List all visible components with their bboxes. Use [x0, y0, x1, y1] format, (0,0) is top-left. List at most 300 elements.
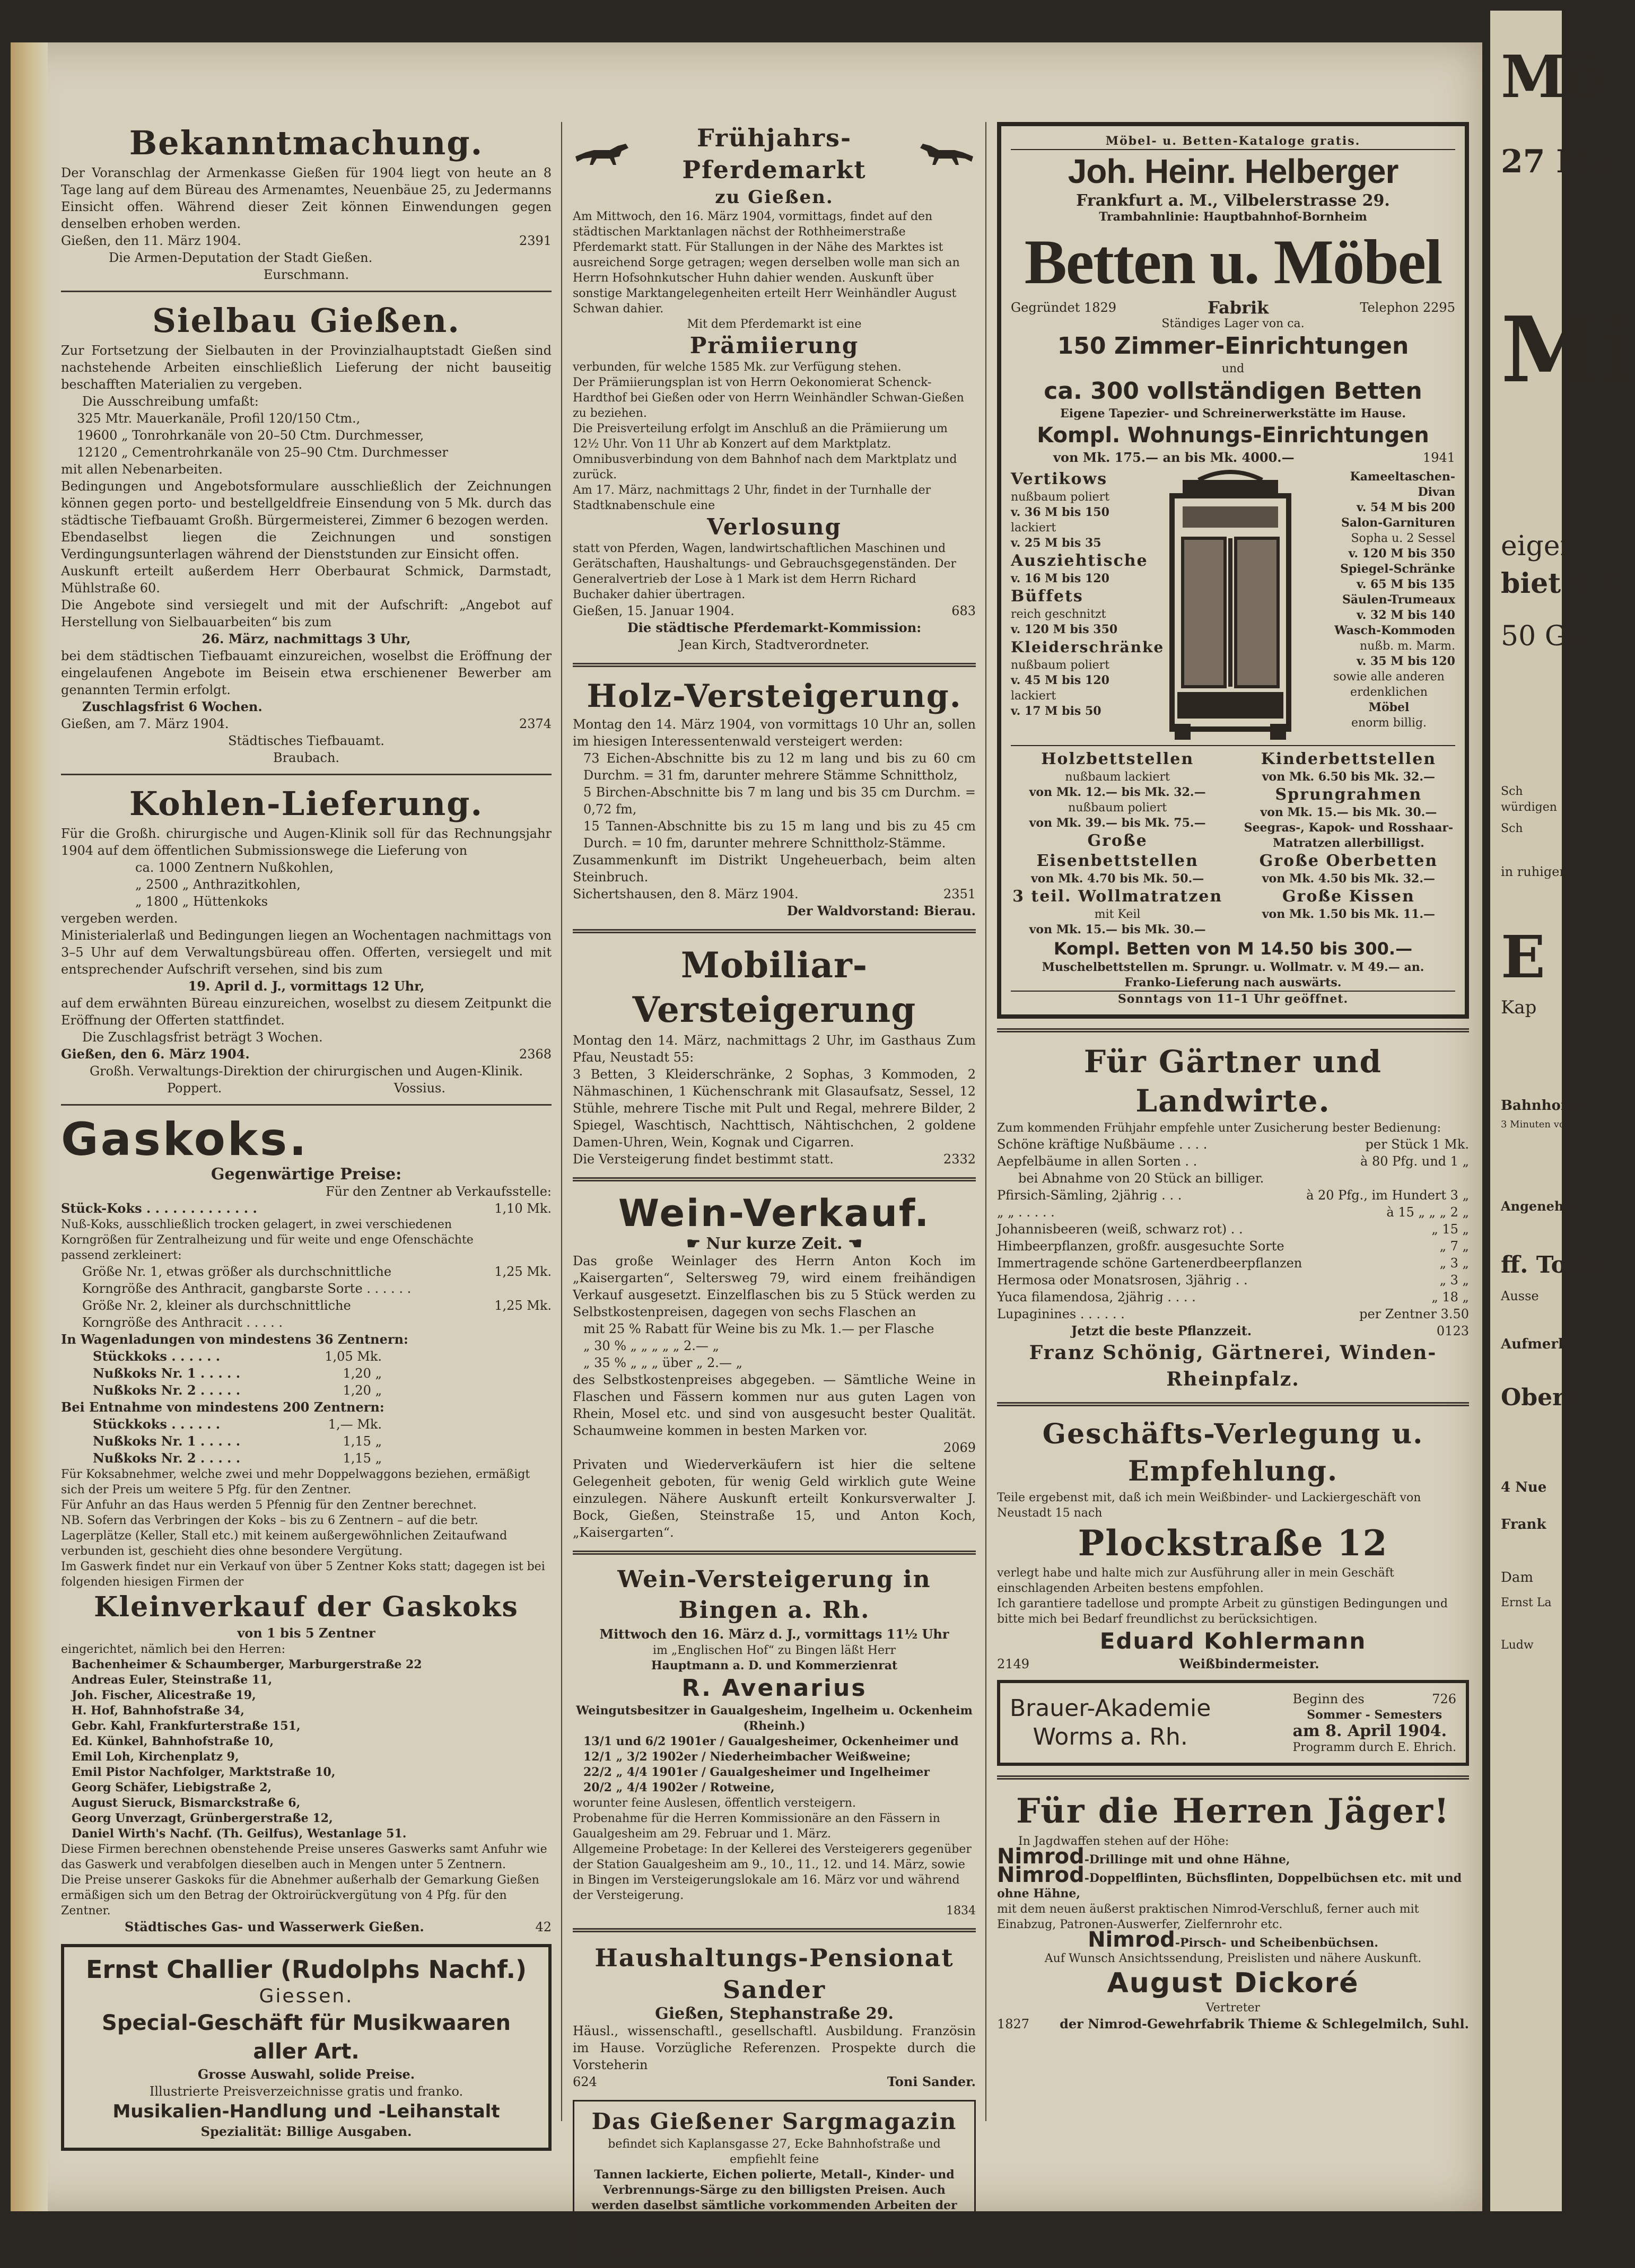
ad-pferdemarkt: [573, 122, 976, 653]
ad-text: Im Gaswerk findet nur ein Verkauf von über 5 Zentner Koks statt; dagegen ist bei folgenden hiesigen Firmen der: [61, 1560, 545, 1589]
price-item: sowie alle anderen erdenklichen: [1333, 670, 1445, 699]
price-item: Große Oberbetten: [1259, 852, 1438, 870]
firm-item: August Sieruck, Bismarckstraße 6,: [72, 1796, 301, 1810]
price-section: Bei Entnahme von mindestens 200 Zentnern:: [61, 1399, 384, 1415]
list-item: „ 1800 „ Hüttenkoks: [135, 894, 268, 909]
ad-title: Ernst Challier (Rudolphs Nachf.): [85, 1955, 527, 1984]
price-item: Sprungrahmen: [1275, 785, 1422, 804]
price-item: von Mk. 39.— bis Mk. 75.—: [1029, 816, 1206, 830]
price-item: Salon-Garnituren: [1341, 516, 1455, 530]
price-row: Stück-Koks . . . . . . . . . . . . . 1,10 Mk.: [61, 1201, 552, 1216]
ad-text: NB. Sofern das Verbringen der Koks – bis zu 6 Zentnern – auf die betr. Lagerplätze (Keller, Stall etc.) mit keinem außergewöhnlichen Zeitaufwand verbunden ist, geschieht dies ohne besondere Vergütung.: [61, 1514, 508, 1558]
list-item: ca. 1000 Zentnern Nußkohlen,: [135, 860, 334, 875]
ad-text: Ich garantiere tadellose und prompte Arbeit zu günstigen Bedingungen und bitte mich bei Bedarf freundlichst zu berücksichtigen.: [997, 1597, 1448, 1626]
list-item: 12/1 „ 3/2 1902er / Niederheimbacher Weißweine;: [583, 1750, 911, 1764]
ad-text: Zum kommenden Frühjahr empfehle unter Zusicherung bester Bedienung:: [997, 1122, 1441, 1135]
ad-text: Montag den 14. März 1904, von vormittags 10 Uhr an, sollen im hiesigen Interessentenwald versteigert werden:: [573, 717, 976, 749]
ad-text: Jetzt die beste Pflanzzeit.: [1071, 1323, 1252, 1338]
ad-text: Die Angebote sind versiegelt und mit der Aufschrift: „Angebot auf Herstellung von Sielbauarbeiten“ bis zum: [61, 598, 552, 629]
ad-text: Grosse Auswahl, solide Preise.: [197, 2066, 415, 2082]
ad-topline: Möbel- u. Betten-Kataloge gratis.: [1011, 134, 1455, 150]
ad-title: Joh. Heinr. Helberger: [1068, 152, 1398, 190]
price-item: v. 17 M bis 50: [1011, 704, 1101, 718]
ad-title: Mobiliar-Versteigerung: [632, 944, 916, 1030]
cabinet-illustration: [1151, 469, 1310, 745]
place-date: Gießen, 15. Januar 1904.: [573, 603, 735, 618]
price-section: In Wagenladungen von mindestens 36 Zentnern:: [61, 1332, 408, 1347]
ad-subtitle: zu Gießen.: [715, 187, 834, 208]
ad-org: Der Waldvorstand: Bierau.: [786, 903, 976, 918]
ad-text: Eigene Tapezier- und Schreinerwerkstätte im Hause.: [1060, 407, 1406, 421]
column-3: [997, 122, 1469, 2033]
ad-text: Die Versteigerung findet bestimmt statt.: [573, 1152, 834, 1167]
fragment-text: Ernst La: [1501, 1596, 1552, 1609]
price-header: Für den Zentner ab Verkaufsstelle:: [325, 1184, 552, 1199]
ad-text: Auskunft erteilt außerdem Herr Oberbaurat Schmick, Darmstadt, Mühlstraße 60.: [61, 564, 552, 596]
firm-item: Bachenheimer & Schaumberger, Marburgerstraße 22: [72, 1658, 422, 1671]
ad-title: Gaskoks.: [61, 1113, 309, 1166]
price-item: Kameeltaschen-Divan: [1350, 470, 1455, 499]
ad-title: Für die Herren Jäger!: [1016, 1791, 1450, 1831]
ad-text: Die Preise unserer Gaskoks für die Abnehmer außerhalb der Gemarkung Gießen ermäßigen sich um den Betrag der Oktroirückvergütung von 4 Pfg. für den Zentner.: [61, 1873, 539, 1917]
ad-number: 2368: [519, 1047, 552, 1062]
firm-item: Emil Loh, Kirchenplatz 9,: [72, 1750, 239, 1764]
ad-signature: August Dickoré: [1107, 1967, 1359, 1999]
price-row: Hermosa oder Monatsrosen, 3jährig . . „ 3 „: [997, 1273, 1469, 1288]
price-item: Säulen-Trumeaux: [1342, 593, 1455, 607]
beds-left: [1011, 749, 1224, 938]
firm-item: Ed. Künkel, Bahnhofstraße 10,: [72, 1735, 274, 1748]
price-row: Größe Nr. 2, kleiner als durchschnittliche Korngröße des Anthracit . . . . . 1,25 Mk.: [82, 1298, 552, 1330]
fragment-text: 27 Ma: [1501, 143, 1612, 180]
price-row: Nußkoks Nr. 2 . . . . . 1,20 „: [93, 1382, 382, 1398]
price-list-right: [1323, 469, 1455, 745]
price-item: von Mk. 15.— bis Mk. 30.—: [1029, 923, 1206, 936]
ad-heading: Musikalien-Handlung und -Leihanstalt: [112, 2101, 500, 2122]
price-item: nußbaum lackiert: [1065, 770, 1170, 784]
ad-text: Trambahnlinie: Hauptbahnhof-Bornheim: [1099, 210, 1367, 224]
ad-text: Zuschlagsfrist 6 Wochen.: [82, 699, 263, 714]
ad-org: Die Armen-Deputation der Stadt Gießen.: [109, 250, 373, 265]
ad-text: Am 17. März, nachmittags 2 Uhr, findet in der Turnhalle der Stadtknabenschule eine: [573, 484, 931, 512]
ad-text: eingerichtet, nämlich bei den Herren:: [61, 1643, 285, 1656]
ad-number: 1916: [936, 2230, 966, 2243]
ad-text: Teile ergebenst mit, daß ich mein Weißbinder- und Lackiergeschäft von Neustadt 15 nach: [997, 1491, 1421, 1520]
place-date: Gießen, den 6. März 1904.: [61, 1046, 250, 1062]
ad-text: Programm durch E. Ehrich.: [1292, 1741, 1456, 1754]
ad-org: Städtisches Gas- und Wasserwerk Gießen.: [125, 1919, 424, 1934]
price-item: Seegras-, Kapok- und Rosshaar-Matratzen allerbilligst.: [1244, 821, 1454, 850]
ad-text: Nimrod-Pirsch- und Scheibenbüchsen.: [1088, 1928, 1378, 1952]
firm-item: H. Hof, Bahnhofstraße 34,: [72, 1704, 244, 1718]
price-row: Nußkoks Nr. 1 . . . . . 1,20 „: [93, 1365, 382, 1381]
ad-text: Privaten und Wiederverkäufern ist hier die seltene Gelegenheit geboten, für wenig Geld wirklich gute Weine einzulegen. Nähere Auskunft erteilt Konkursverwalter J. Bock, Gießen, Steinstraße 15, und Anton Koch, „Kaisergarten“.: [573, 1457, 976, 1540]
ad-subheading: von 1 bis 5 Zentner: [237, 1625, 375, 1641]
ad-text: Der Prämiierungsplan ist von Herrn Oekonomierat Schenck-Hardthof bei Gießen oder von Herrn Weinhändler Schwan-Gießen zu beziehen.: [573, 376, 964, 420]
price-row: Johannisbeeren (weiß, schwarz rot) . . „ 15 „: [997, 1222, 1469, 1237]
column-rule: [561, 122, 562, 2121]
price-item: Wasch-Kommoden: [1334, 624, 1455, 637]
price-row: Stückkoks . . . . . . 1,— Mk.: [93, 1416, 382, 1432]
list-item: 15 Tannen-Abschnitte bis zu 15 m lang und bis zu 45 cm Durch. = 10 fm, darunter mehrere Schnittholz-Stämme.: [583, 819, 976, 851]
ad-signature: Toni Sander.: [887, 2074, 976, 2089]
price-item: Kinderbettstellen: [1261, 750, 1437, 768]
ad-text: Die Zuschlagsfrist beträgt 3 Wochen.: [82, 1030, 323, 1045]
ad-title: Wein-Versteigerung in Bingen a. Rh.: [617, 1566, 931, 1624]
ad-text: im „Englischen Hof“ zu Bingen läßt Herr: [652, 1644, 896, 1657]
ad-text: von Mk. 175.— an bis Mk. 4000.—: [1053, 450, 1295, 465]
ad-text: statt von Pferden, Wagen, landwirtschaftlichen Maschinen und Gerätschaften, Haushaltungs- und Gebrauchsgegenständen. Der Generalvertrieb der Lose à 1 Mark ist dem Herrn Richard Buchaker dahier übertragen.: [573, 542, 957, 601]
ad-text: der Nimrod-Gewehrfabrik Thieme & Schlegelmilch, Suhl.: [1060, 2016, 1469, 2031]
ad-heading: Kompl. Betten von M 14.50 bis 300.—: [1053, 939, 1413, 959]
ad-text: Am Mittwoch, den 16. März 1904, vormittags, findet auf den städtischen Marktanlagen nächst der Rothheimerstraße Pferdemarkt statt. Für Stallungen in der Nähe des Marktes ist ausreichend Sorge getragen; wegen derselben wolle man sich an Herrn Hofsohnkutscher Huhn dahier wenden. Auskunft über sonstige Marktangelegenheiten erteilt Herr Weinhändler August Schwan dahier.: [573, 210, 960, 316]
ad-text: Montag den 14. März, nachmittags 2 Uhr, im Gasthaus Zum Pfau, Neustadt 55:: [573, 1033, 976, 1065]
firm-item: Emil Pistor Nachfolger, Marktstraße 10,: [72, 1765, 336, 1779]
price-item: Büffets: [1011, 587, 1083, 606]
price-item: nußbaum poliert: [1011, 491, 1110, 504]
ad-text: bei dem städtischen Tiefbauamt einzureichen, woselbst die Eröffnung der eingelaufenen Angebote im Beisein etwa erschienener Bewerber am genannten Termin erfolgt.: [61, 649, 552, 697]
ad-title: Das Gießener Sargmagazin: [591, 2108, 957, 2134]
ad-title: Wein-Verkauf.: [618, 1192, 931, 1235]
fragment-text: Aufmerk: [1501, 1336, 1568, 1352]
ad-text: 3 Betten, 3 Kleiderschränke, 2 Sophas, 3 Kommoden, 2 Nähmaschinen, 1 Küchenschrank mit Glasaufsatz, Sessel, 12 Stühle, mehrere Tische mit Pult und Regal, mehrere Bilder, 2 Spiegel, Waschtisch, Nachttisch, Nähtischchen, 2 goldene Damen-Uhren, Wein, Kognak und Cigarren.: [573, 1067, 976, 1150]
fragment-text: Dam: [1501, 1570, 1534, 1586]
horse-icon: [573, 141, 631, 167]
price-row: „ 30 % „ „ „ „ „ 2.— „: [583, 1338, 719, 1353]
ad-city: Giessen.: [259, 1985, 354, 2007]
ad-org: Städtisches Tiefbauamt.: [228, 733, 384, 748]
price-row: Aepfelbäume in allen Sorten . . à 80 Pfg. und 1 „: [997, 1154, 1469, 1169]
ad-heading: Special-Geschäft für Musikwaaren aller Art.: [102, 2011, 511, 2064]
ad-heading: Kleinverkauf der Gaskoks: [94, 1591, 519, 1623]
ad-text: Nimrod-Drillinge mit und ohne Hähne,: [997, 1844, 1290, 1869]
ad-text: Für Anfuhr an das Haus werden 5 Pfennig für den Zentner berechnet.: [61, 1499, 477, 1512]
price-row: „ 35 % „ „ „ über „ 2.— „: [583, 1355, 742, 1370]
price-item: Holzbettstellen: [1041, 750, 1194, 768]
price-item: Ausziehtische: [1011, 551, 1148, 570]
ad-geschaeft: [997, 1416, 1469, 1672]
price-item: von Mk. 6.50 bis Mk. 32.—: [1262, 770, 1435, 784]
price-item: Vertikows: [1011, 470, 1108, 488]
ad-text: Illustrierte Preisverzeichnisse gratis und franko.: [149, 2084, 464, 2099]
price-item: von Mk. 15.— bis Mk. 30.—: [1260, 805, 1437, 819]
fragment-text: würdigen: [1501, 801, 1557, 814]
fragment-text: Sch: [1501, 822, 1523, 835]
price-item: Möbel: [1368, 700, 1410, 714]
price-item: Kleiderschränke: [1011, 638, 1165, 656]
ad-date-highlight: 19. April d. J., vormittags 12 Uhr,: [188, 978, 425, 994]
ad-text: Diese Firmen berechnen obenstehende Preise unseres Gaswerks samt Anfuhr wie das Gaswerk und verabfolgen dieselben auch in Mengen unter 5 Zentnern.: [61, 1843, 547, 1871]
ad-text: Muschelbettstellen m. Sprungr. u. Wollmatr. v. M 49.— an.: [1042, 960, 1424, 974]
price-row: Nuß-Koks, ausschließlich trocken gelagert, in zwei verschiedenen Korngrößen für Zentralheizung und für weite und enge Ofenschächte passend zerkleinert:: [61, 1218, 474, 1262]
pointing-hand-icon: ☚: [842, 1234, 862, 1253]
ad-text: Tannen lackierte, Eichen polierte, Metall-, Kinder- und Verbrennungs-Särge zu den billigsten Preisen. Auch werden daselbst sämtliche vorkommenden Arbeiten der Sterbefällen mit übernommen.: [591, 2168, 957, 2228]
ad-text: Vertreter: [1205, 2001, 1261, 2015]
ad-text: Mit dem Pferdemarkt ist eine: [687, 318, 862, 331]
ad-text: am 8. April 1904.: [1292, 1722, 1447, 1740]
ad-text: Sommer - Semesters: [1307, 1708, 1442, 1722]
fragment-text: 4 Nue: [1501, 1479, 1547, 1495]
firm-item: Georg Unverzagt, Grünbergerstraße 12,: [72, 1811, 333, 1825]
fragment-text: Mö: [1501, 42, 1605, 111]
ad-signature: Braubach.: [273, 750, 340, 765]
ad-city: Frankfurt a. M., Vilbelerstrasse 29.: [1076, 191, 1390, 210]
price-item: v. 120 M bis 350: [1348, 547, 1455, 561]
ad-title: Holz-Versteigerung.: [587, 678, 962, 715]
ad-brauer: [997, 1680, 1469, 1766]
ad-number: 2069: [943, 1440, 976, 1455]
ad-number: 2332: [943, 1152, 976, 1167]
ad-heading: Kompl. Wohnungs-Einrichtungen: [1037, 423, 1429, 448]
adjacent-page-fragment: [1490, 11, 1635, 2211]
list-item: 20/2 „ 4/4 1902er / Rotweine,: [583, 1781, 775, 1794]
ad-title: Geschäfts-Verlegung u. Empfehlung.: [1042, 1418, 1424, 1487]
ad-title: Brauer-Akademie: [1010, 1695, 1211, 1722]
firm-item: Georg Schäfer, Liebigstraße 2,: [72, 1781, 272, 1794]
list-item: 22/2 „ 4/4 1901er / Gaualgesheimer und Ingelheimer: [583, 1765, 930, 1779]
price-item: v. 35 M bis 120: [1357, 654, 1455, 668]
ad-subtitle: Gegenwärtige Preise:: [211, 1165, 402, 1184]
ad-text: Bedingungen und Angebotsformulare ausschließlich der Zeichnungen können gegen porto- und bestellgeldfreie Einsendung von 5 Mk. durch das städtische Tiefbauamt Großh. Bürgermeisterei, Zimmer 6 bezogen werden.: [61, 479, 552, 528]
ad-number: 624: [573, 2074, 597, 2089]
ad-org: Die städtische Pferdemarkt-Kommission:: [627, 620, 922, 635]
fragment-text: ff. Torte: [1501, 1251, 1605, 1279]
ad-helberger: [997, 122, 1469, 1019]
ad-text: Probenahme für die Herren Kommissionäre an den Fässern in Gaualgesheim am 29. Februar und 1. März.: [573, 1812, 940, 1841]
place-date: Gießen, am 7. März 1904.: [61, 716, 229, 731]
price-item: mit Keil: [1094, 908, 1141, 921]
ad-text: Ebendaselbst liegen die Zeichnungen und sonstigen Verdingungsunterlagen während der Dienststunden zur Einsicht offen.: [61, 530, 552, 562]
ad-signature: Jean Kirch, Stadtverordneter.: [679, 637, 870, 652]
price-item: von Mk. 1.50 bis Mk. 11.—: [1262, 907, 1435, 921]
ad-body: Der Voranschlag der Armenkasse Gießen für 1904 liegt von heute an 8 Tage lang auf dem Büreau des Armenamtes, Neuenbäue 25, zu Jedermanns Einsicht offen. Während dieser Zeit können Einwendungen gegen denselben erhoben werden.: [61, 165, 552, 231]
fragment-text: bietet V: [1501, 567, 1622, 600]
ad-signature: Eurschmann.: [263, 267, 349, 282]
ad-signature: Eduard Kohlermann: [1099, 1628, 1367, 1654]
price-item: nußb. m. Marm.: [1360, 640, 1455, 653]
ad-subtitle: Gießen, Stephanstraße 29.: [655, 2004, 894, 2023]
fragment-text: E: [1501, 923, 1545, 991]
ad-text: verlegt habe und halte mich zur Ausführung aller in mein Geschäft einschlagenden Arbeiten bestens empfohlen.: [997, 1566, 1394, 1595]
ad-text: Spezialität: Billige Ausgaben.: [200, 2124, 412, 2139]
ad-title: Kohlen-Lieferung.: [129, 784, 484, 823]
ad-heading: 150 Zimmer-Einrichtungen: [1057, 332, 1409, 360]
beds-right: [1242, 749, 1455, 938]
price-row: Schöne kräftige Nußbäume . . . . per Stück 1 Mk.: [997, 1137, 1469, 1152]
ad-footer: Sonntags von 11–1 Uhr geöffnet.: [1011, 991, 1455, 1007]
price-item: Spiegel-Schränke: [1340, 562, 1455, 576]
ad-text: Fabrik: [1208, 297, 1269, 318]
ad-text: Für Koksabnehmer, welche zwei und mehr Doppelwaggons beziehen, ermäßigt sich der Preis um weitere 5 Pfg. für den Zentner.: [61, 1468, 530, 1496]
newspaper-page: [11, 42, 1482, 2260]
price-row: Pfirsich-Sämling, 2jährig . . . à 20 Pfg., im Hundert 3 „: [997, 1188, 1469, 1203]
price-list-left: [1011, 469, 1165, 745]
price-item: von Mk. 12.— bis Mk. 32.—: [1029, 785, 1206, 799]
fragment-text: Frank: [1501, 1517, 1546, 1533]
price-item: Sopha u. 2 Sessel: [1351, 532, 1455, 545]
ad-signature: Hochachtungsvoll Georg Schmitt, Glasermstr.: [610, 2245, 939, 2260]
column-rule: [985, 122, 986, 2121]
ad-title: Haushaltungs-Pensionat Sander: [594, 1943, 954, 2004]
ad-number: 1834: [946, 1904, 976, 1917]
ad-signature: Franz Schönig, Gärtnerei, Winden-Rheinpfalz.: [1029, 1342, 1437, 1390]
fragment-text: eiger: [1501, 530, 1573, 562]
ad-heading: Verlosung: [707, 514, 842, 540]
price-item: lackiert: [1011, 521, 1056, 535]
ad-text: verbunden, für welche 1585 Mk. zur Verfügung stehen.: [573, 361, 902, 374]
price-item: v. 120 M bis 350: [1011, 623, 1118, 636]
ad-text: In Jagdwaffen stehen auf der Höhe:: [1018, 1835, 1229, 1848]
ad-text: Zusammenkunft im Distrikt Ungeheuerbach, beim alten Steinbruch.: [573, 853, 976, 885]
price-row: Himbeerpflanzen, großfr. ausgesuchte Sorte „ 7 „: [997, 1239, 1469, 1254]
ad-gaertner: [997, 1042, 1469, 1393]
price-item: v. 32 M bis 140: [1357, 608, 1455, 622]
ad-title: Sielbau Gießen.: [152, 301, 460, 340]
ad-holz: [573, 677, 976, 920]
ad-number: 1941: [1422, 450, 1455, 465]
ad-text: Zur Fortsetzung der Sielbauten in der Provinzialhauptstadt Gießen sind nachstehende Arbeiten einschließlich Lieferung der nicht bauseitig beschafften Materialien zu vergeben.: [61, 343, 552, 392]
ad-text: vergeben werden.: [61, 911, 178, 926]
ad-text: Nimrod-Doppelflinten, Büchsflinten, Doppelbüchsen etc. mit und ohne Hähne,: [997, 1863, 1462, 1901]
ad-challier: [61, 1944, 552, 2151]
price-item: v. 65 M bis 135: [1357, 577, 1455, 591]
price-item: von Mk. 4.70 bis Mk. 50.—: [1030, 872, 1204, 886]
fragment-text: Oberh: [1501, 1384, 1582, 1411]
list-item: 73 Eichen-Abschnitte bis zu 12 m lang und bis zu 60 cm Durchm. = 31 fm, darunter mehrere Stämme Schnittholz,: [583, 751, 976, 783]
ad-text: Häusl., wissenschaftl., gesellschaftl. Ausbildung. Französin im Hause. Vorzügliche Referenzen. Prospekte durch die Vorsteherin: [573, 2024, 976, 2072]
fragment-text: Sch: [1501, 785, 1523, 798]
price-item: 3 teil. Wollmatratzen: [1012, 887, 1223, 906]
ad-text: Hauptmann a. D. und Kommerzienrat: [651, 1659, 898, 1672]
price-item: enorm billig.: [1351, 716, 1427, 730]
column-1: [61, 122, 552, 2151]
price-row: Yuca filamendosa, 2jährig . . . . „ 18 „: [997, 1290, 1469, 1304]
ad-text: Die Ausschreibung umfaßt:: [82, 394, 259, 409]
ad-text: des Selbstkostenpreises abgegeben. — Sämtliche Weine in Flaschen und Fässern kommen nur aus guten Lagen von Rhein, Mosel etc. und sind von ausgesucht bester Qualität. Schaumweine kommen in besten Marken vor.: [573, 1372, 976, 1438]
fragment-text: Mi: [1501, 297, 1635, 403]
ad-sielbau: [61, 300, 552, 766]
list-item: 325 Mtr. Mauerkanäle, Profil 120/150 Ctm.,: [77, 411, 361, 426]
ad-text: Mittwoch den 16. März d. J., vormittags 11½ Uhr: [599, 1626, 949, 1642]
ad-text: Gegründet 1829: [1011, 300, 1117, 315]
ad-text: Ständiges Lager von ca.: [1161, 317, 1305, 330]
fragment-text: in ruhigen: [1501, 864, 1568, 879]
price-row: Nußkoks Nr. 1 . . . . . 1,15 „: [93, 1433, 382, 1449]
place-date: Sichertshausen, den 8. März 1904.: [573, 887, 799, 901]
pointing-hand-icon: ☛: [686, 1234, 706, 1253]
ad-number: 2351: [943, 887, 976, 901]
list-item: 5 Birchen-Abschnitte bis 7 m lang und bis 35 cm Durchm. = 0,72 fm,: [583, 785, 976, 817]
ad-heading: Plockstraße 12: [1078, 1522, 1388, 1564]
ad-number: 2374: [519, 716, 552, 731]
price-row: bei Abnahme von 20 Stück an billiger.: [1018, 1171, 1264, 1186]
ad-text: Beginn des: [1292, 1692, 1365, 1706]
ad-signature: Vossius.: [394, 1081, 445, 1096]
ad-subtitle: ☛ Nur kurze Zeit. ☚: [686, 1234, 862, 1253]
ad-text: Das große Weinlager des Herrn Anton Koch im „Kaisergarten“, Seltersweg 79, wird einem freihändigen Verkauf ausgesetzt. Einzelflaschen bis zu 5 Stück werden zu Selbstkostenpreisen, dagegen von sechs Flaschen an: [573, 1254, 976, 1319]
ad-text: Auf Wunsch Ansichtssendung, Preislisten und nähere Auskunft.: [1044, 1952, 1422, 1965]
fragment-text: Ludw: [1501, 1639, 1534, 1652]
list-item: „ 2500 „ Anthrazitkohlen,: [135, 877, 301, 892]
price-row: Immertragende schöne Gartenerdbeerpflanzen „ 3 „: [997, 1256, 1469, 1271]
place-date: Gießen, den 11. März 1904.: [61, 233, 241, 248]
fragment-text: Ausse: [1501, 1289, 1539, 1303]
list-item: 12120 „ Cementrohrkanäle von 25–90 Ctm. Durchmesser: [77, 445, 448, 460]
ad-text: worunter feine Auslesen, öffentlich versteigern.: [573, 1797, 856, 1810]
ad-number: 2149: [997, 1657, 1030, 1671]
ad-number: 726: [1432, 1692, 1456, 1706]
firm-item: Joh. Fischer, Alicestraße 19,: [72, 1688, 256, 1702]
ad-bingen: [573, 1564, 976, 1919]
firm-item: Andreas Euler, Steinstraße 11,: [72, 1673, 273, 1687]
ad-heading: ca. 300 vollständigen Betten: [1044, 378, 1422, 405]
ad-org: Großh. Verwaltungs-Direktion der chirurgischen und Augen-Klinik.: [89, 1064, 523, 1079]
price-row: Lupaginines . . . . . . per Zentner 3.50: [997, 1307, 1469, 1321]
price-item: nußbaum poliert: [1011, 659, 1110, 672]
ad-number: 1827: [997, 2017, 1030, 2031]
ad-name: R. Avenarius: [681, 1675, 867, 1702]
price-item: Große Kissen: [1282, 887, 1415, 906]
ad-title: Für Gärtner und Landwirte.: [1083, 1044, 1383, 1119]
ad-text: und: [1221, 362, 1245, 375]
column-2: [573, 122, 976, 2268]
ad-signature: Poppert.: [167, 1081, 222, 1096]
price-item: v. 45 M bis 120: [1011, 673, 1109, 687]
price-item: Große Eisenbettstellen: [1036, 831, 1199, 870]
ad-number: 2391: [519, 233, 552, 248]
ad-text: mit allen Nebenarbeiten.: [61, 462, 223, 477]
ad-pensionat: [573, 1942, 976, 2090]
ad-text: Allgemeine Probetage: In der Kellerei des Versteigerers gegenüber der Station Gaualgesheim am 9., 10., 11., 12. und 14. März, sowie in Bingen im Versteigerungslokale am 16. März vor und während der Versteigerung.: [573, 1843, 972, 1902]
price-item: v. 25 M bis 35: [1011, 536, 1101, 550]
price-row: Stückkoks . . . . . . 1,05 Mk.: [93, 1348, 382, 1364]
fragment-text: Kap: [1501, 997, 1537, 1018]
fragment-text: Bahnhofstr: [1501, 1098, 1588, 1114]
price-row: Nußkoks Nr. 2 . . . . . 1,15 „: [93, 1450, 382, 1466]
ad-bekanntmachung: [61, 122, 552, 283]
ad-heading: Prämiierung: [689, 332, 859, 358]
ad-text: auf dem erwähnten Büreau einzureichen, woselbst zu diesem Zeitpunkt die Eröffnung der Offerten stattfindet.: [61, 996, 552, 1028]
ad-text: mit dem neuen äußerst praktischen Nimrod-Verschluß, ferner auch mit Einabzug, Patronen-Auswerfer, Zielfernrohr etc.: [997, 1903, 1419, 1931]
list-item: 13/1 und 6/2 1901er / Gaualgesheimer, Ockenheimer und: [583, 1735, 959, 1748]
ad-date-highlight: 26. März, nachmittags 3 Uhr,: [202, 631, 411, 646]
ad-text: Weißbindermeister.: [1179, 1656, 1319, 1671]
ad-headline: Betten u. Möbel: [1024, 226, 1442, 297]
ad-mobiliar: [573, 943, 976, 1168]
list-item: 19600 „ Tonrohrkanäle von 20–50 Ctm. Durchmesser,: [77, 428, 424, 443]
ad-number: 683: [951, 603, 976, 618]
ad-kohlen: [61, 783, 552, 1097]
price-item: v. 36 M bis 150: [1011, 505, 1109, 519]
price-row: „ „ . . . . . à 15 „ „ „ 2 „: [997, 1205, 1469, 1220]
ad-text: Telephon 2295: [1360, 300, 1455, 315]
ad-number: 0123: [1436, 1324, 1469, 1338]
ad-number: 42: [535, 1920, 552, 1934]
price-row: Größe Nr. 1, etwas größer als durchschnittliche Korngröße des Anthracit, gangbarste Sorte . . . . . . 1,25 Mk.: [82, 1264, 552, 1296]
ad-text: Franko-Lieferung nach auswärts.: [1124, 976, 1342, 989]
price-item: v. 16 M bis 120: [1011, 572, 1109, 585]
price-item: nußbaum poliert: [1068, 801, 1167, 815]
fragment-text: 3 Minuten vo: [1501, 1119, 1565, 1130]
ad-text: befindet sich Kaplansgasse 27, Ecke Bahnhofstraße und empfiehlt feine: [608, 2138, 941, 2166]
ad-sargmagazin: [573, 2100, 976, 2268]
ad-gaskoks: [61, 1113, 552, 1936]
binding-spine: [11, 42, 48, 2211]
ad-title: Bekanntmachung.: [129, 124, 484, 162]
price-item: v. 54 M bis 200: [1357, 501, 1455, 514]
ad-text: Für die Großh. chirurgische und Augen-Klinik soll für das Rechnungsjahr 1904 auf dem öffentlichen Submissionswege die Lieferung von: [61, 826, 552, 858]
price-row: mit 25 % Rabatt für Weine bis zu Mk. 1.— per Flasche: [583, 1321, 934, 1336]
